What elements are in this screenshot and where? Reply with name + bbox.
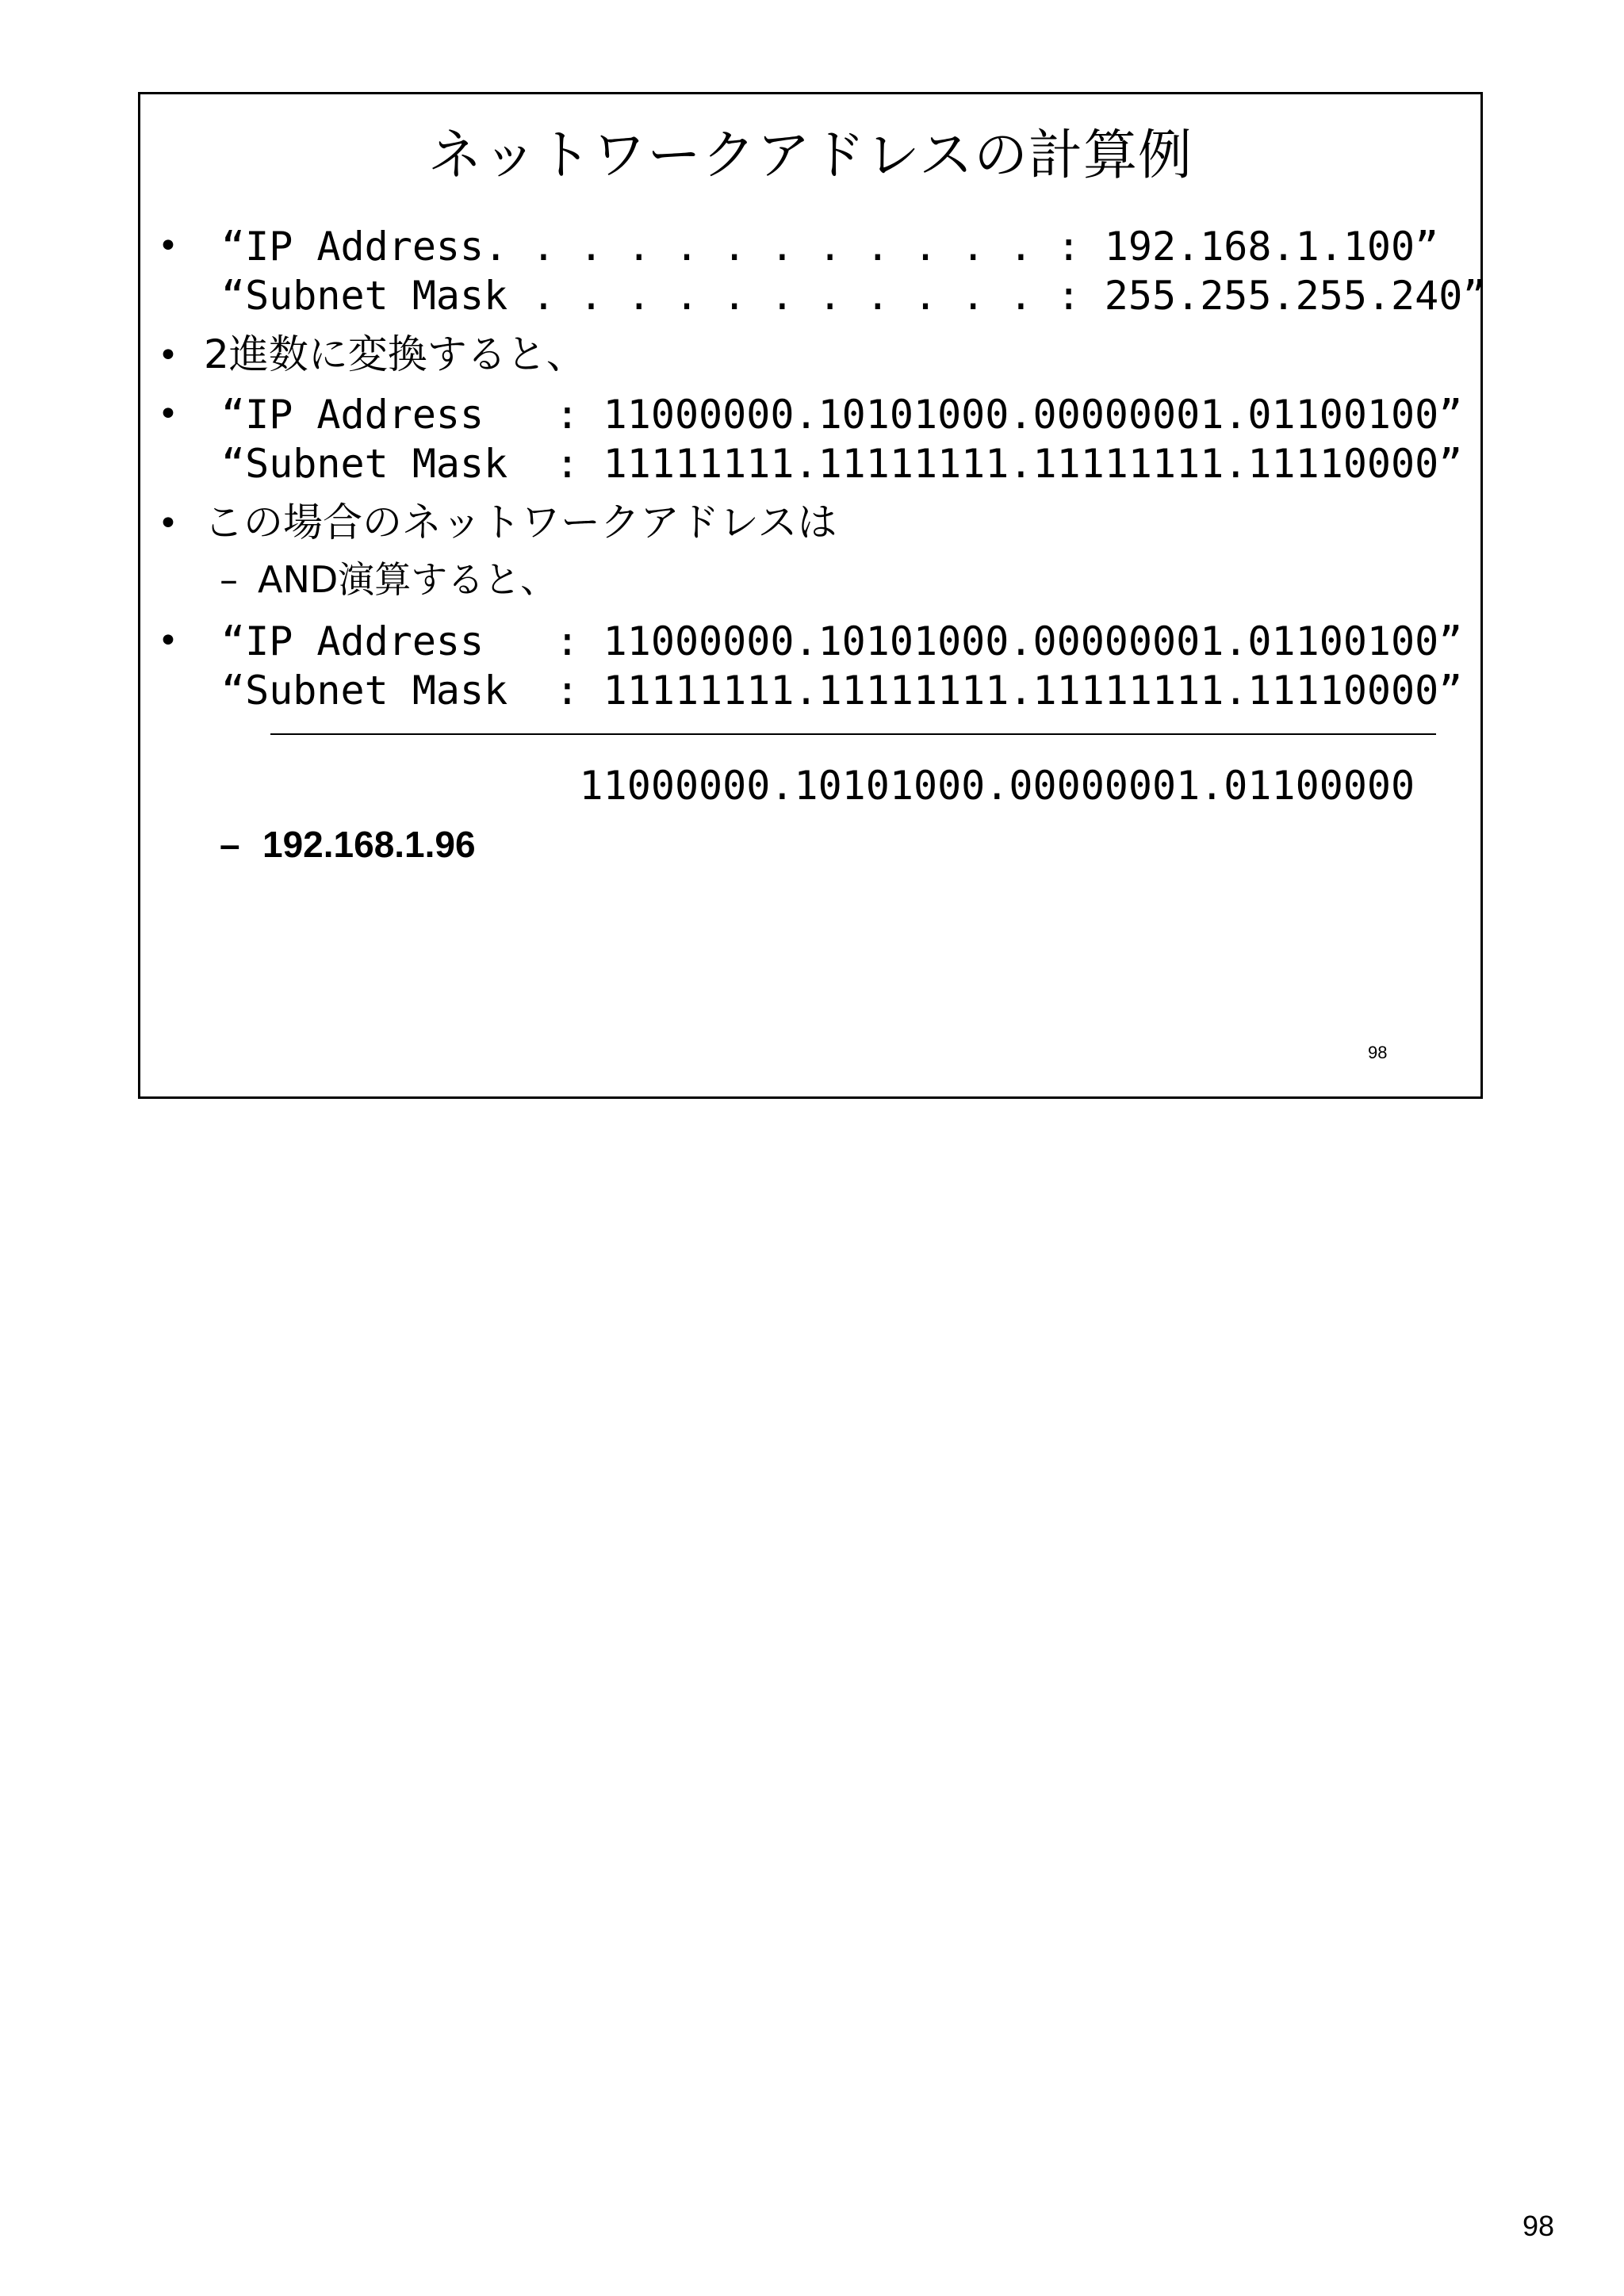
- sub-dash: –: [220, 558, 238, 601]
- calculation-divider: [270, 733, 1436, 735]
- bullet-dot: •: [158, 335, 178, 376]
- slide-title: ネットワークアドレスの計算例: [428, 124, 1193, 187]
- binary-conversion-text: 2進数に変換すると、: [204, 331, 586, 377]
- network-address-binary-result: 11000000.10101000.00000001.01100000: [221, 763, 1415, 809]
- ip-address-decimal-line: “IP Address. . . . . . . . . . . . : 192.168.1.100”: [221, 224, 1439, 270]
- subnet-mask-binary-line-and: “Subnet Mask : 11111111.11111111.11111111.11110000”: [221, 668, 1463, 714]
- bullet-dot: •: [158, 503, 178, 544]
- bullet-dot: •: [158, 394, 178, 434]
- bullet-dot: •: [158, 621, 178, 661]
- page-number: 98: [1522, 2210, 1555, 2242]
- bullet-dot: •: [158, 226, 178, 266]
- ip-address-binary-line-and: “IP Address : 11000000.10101000.00000001.01100100”: [221, 618, 1463, 664]
- subnet-mask-binary-line: “Subnet Mask : 11111111.11111111.11111111.11110000”: [221, 441, 1463, 487]
- network-address-result: 192.168.1.96: [262, 824, 476, 865]
- slide-frame: [138, 92, 1487, 1099]
- sub-dash: –: [220, 824, 240, 865]
- and-operation-text: AND演算すると、: [258, 558, 557, 601]
- subnet-mask-decimal-line: “Subnet Mask . . . . . . . . . . . : 255.255.255.240”: [221, 273, 1487, 319]
- slide-number: 98: [1368, 1043, 1388, 1062]
- network-address-text: この場合のネットワークアドレスは: [204, 499, 837, 545]
- ip-address-binary-line: “IP Address : 11000000.10101000.00000001.01100100”: [221, 392, 1463, 438]
